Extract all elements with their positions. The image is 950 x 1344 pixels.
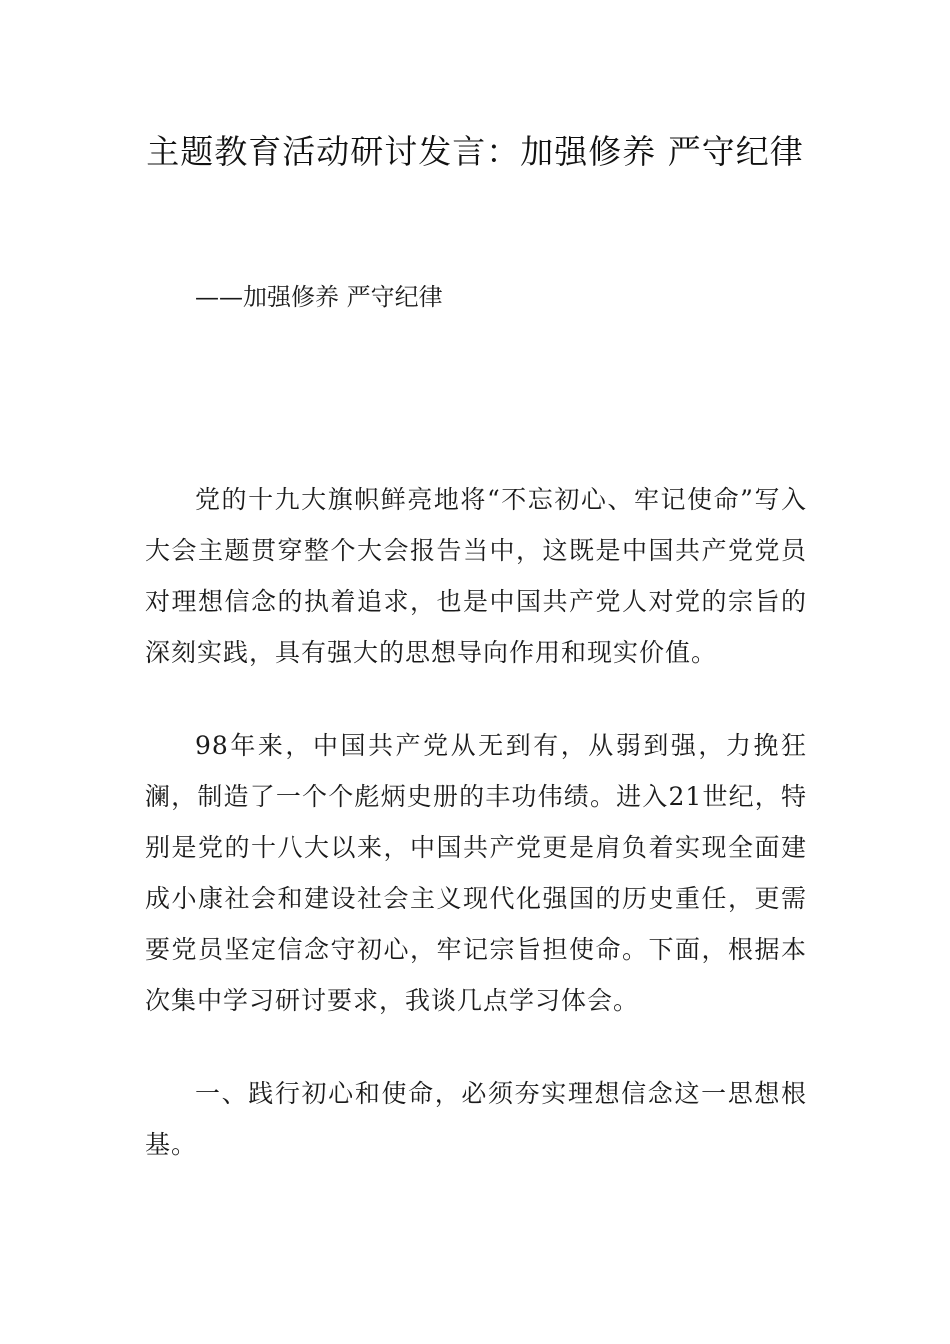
paragraph-1: 党的十九大旗帜鲜亮地将“不忘初心、牢记使命”写入大会主题贯穿整个大会报告当中，这既是中国共产党党员对理想信念的执着追求，也是中国共产党人对党的宗旨的深刻实践，具有强大的思想导向作用和现实价值。 [145, 485, 807, 667]
document-subtitle: ——加强修养 严守纪律 [195, 283, 443, 311]
paragraph-3-section-heading: 一、践行初心和使命，必须夯实理想信念这一思想根基。 [145, 1079, 807, 1159]
paragraph-2: 98年来，中国共产党从无到有，从弱到强，力挽狂澜，制造了一个个彪炳史册的丰功伟绩。进入21世纪，特别是党的十八大以来，中国共产党更是肩负着实现全面建成小康社会和建设社会主义现代化强国的历史重任，更需要党员坚定信念守初心，牢记宗旨担使命。下面，根据本次集中学习研讨要求，我谈几点学习体会。 [145, 731, 807, 1015]
document-title: 主题教育活动研讨发言：加强修养 严守纪律 [146, 132, 804, 171]
